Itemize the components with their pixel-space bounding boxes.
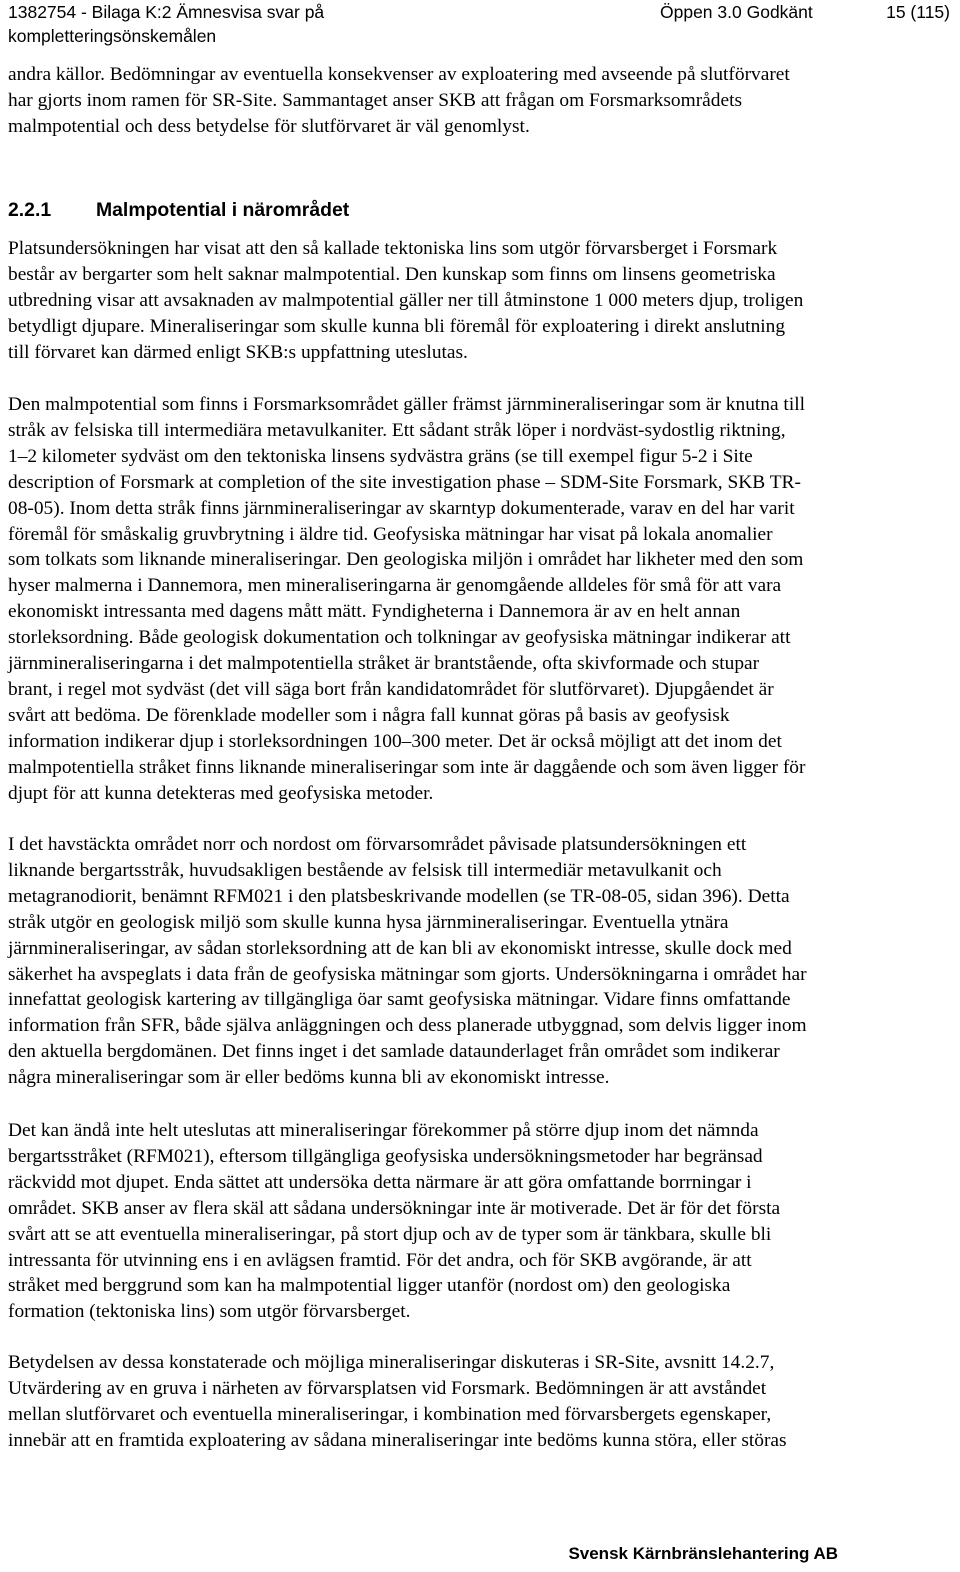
text-line: formation (tektoniska lins) som utgör förvarsberget. [8,1301,411,1323]
text-line: intressanta för utvinning ens i en avlägsen framtid. För det andra, och för SKB avgörande, är att [8,1249,752,1271]
document-id [8,0,324,48]
text-line: metagranodiorit, benämnt RFM021 i den platsbeskrivande modellen (se TR-08-05, sidan 396). Detta [8,885,790,907]
text-line: liknande bergartsstråk, huvudsakligen bestående av felsisk till intermediär metavulkanit och [8,859,722,881]
text-line: Den malmpotential som finns i Forsmarksområdet gäller främst järnmineraliseringar som är knutna till [8,394,805,415]
text-line: den aktuella bergdomänen. Det finns inget i det samlade dataunderlaget från området som indikerar [8,1041,780,1063]
text-line: säkerhet ha avspeglats i data från de geofysiska mätningar som gjorts. Undersökningarna i området har [8,963,807,985]
text-line: 1–2 kilometer sydväst om den tektoniska linsens sydvästra gräns (se till exempel figur 5-2 i Site [8,445,753,467]
text-line: storleksordning. Både geologisk dokumentation och tolkningar av geofysiska mätningar indikerar att [8,627,791,649]
text-line: några mineraliseringar som är eller bedöms kunna bli av ekonomiskt intresse. [8,1067,610,1089]
text-line: stråket med berggrund som kan ha malmpotential ligger utanför (nordost om) den geologiska [8,1275,731,1297]
text-line: djupt för att kunna detekteras med geofysiska metoder. [8,782,434,804]
text-line: har gjorts inom ramen för SR-Site. Sammantaget anser SKB att frågan om Forsmarksområdets [8,89,743,111]
text-line: utbredning visar att avsaknaden av malmpotential gäller ner till åtminstone 1 000 meters djup, troligen [8,289,804,311]
document-status: Öppen 3.0 Godkänt [660,2,813,22]
text-line: som tolkats som liknande mineraliseringar. Den geologiska miljön i området har likheter med den som [8,549,804,571]
text-line: information indikerar djup i storleksordningen 100–300 meter. Det är också möjligt att det inom det [8,730,782,752]
paragraph-5 [8,1350,952,1454]
text-line: innebär att en framtida exploatering av sådana mineraliseringar inte bedöms kunna störa, eller störas [8,1429,787,1451]
text-line: svårt att se att eventuella mineraliseringar, på stort djup och av de typer som är tänkbara, skulle bli [8,1223,772,1245]
text-line: stråk utgör en geologisk miljö som skulle kunna hysa järnmineraliseringar. Eventuella ytnära [8,911,729,933]
paragraph-1 [8,236,952,366]
text-line: hyser malmerna i Dannemora, men mineraliseringarna är genomgående alldeles för små för att vara [8,575,782,597]
section-heading [8,197,349,223]
text-line: malmpotential och dess betydelse för slutförvaret är väl genomlyst. [8,115,530,137]
text-line: Betydelsen av dessa konstaterade och möjliga mineraliseringar diskuteras i SR-Site, avsnitt 14.2.7, [8,1352,775,1373]
text-line: brant, i regel mot sydväst (det vill säga bort från kandidatområdet för slutförvaret). Djupgåendet är [8,678,774,700]
page-header [8,0,952,48]
document-id-line-1: 1382754 - Bilaga K:2 Ämnesvisa svar på [8,2,325,22]
text-line: järnmineraliseringar, av sådan storleksordning att de kan bli av ekonomiskt intresse, skulle dock med [8,937,792,959]
text-line: andra källor. Bedömningar av eventuella konsekvenser av exploatering med avseende på slutförvaret [8,64,790,85]
section-number: 2.2.1 [8,199,52,221]
text-line: I det havstäckta området norr och nordost om förvarsområdet påvisade platsundersökningen ett [8,834,747,855]
text-line: 08-05). Inom detta stråk finns järnmineraliseringar av skarntyp dokumenterade, varav en del har varit [8,497,795,519]
text-line: description of Forsmark at completion of the site investigation phase – SDM-Site Forsmark, SKB TR- [8,471,801,493]
text-line: betydligt djupare. Mineraliseringar som skulle kunna bli föremål för exploatering i direkt anslutning [8,315,786,337]
company-footer: Svensk Kärnbränslehantering AB [568,1544,838,1563]
document-id-line-2: kompletteringsönskemålen [8,26,217,46]
text-line: stråk av felsiska till intermediära metavulkaniter. Ett sådant stråk löper i nordväst-sydostlig riktning, [8,419,786,441]
text-line: området. SKB anser av flera skäl att sådana undersökningar inte är motiverade. Det är för det första [8,1197,781,1219]
paragraph-2 [8,392,952,807]
text-line: räckvidd mot djupet. Enda sättet att undersöka detta närmare är att göra omfattande borrningar i [8,1171,752,1193]
page-number: 15 (115) [886,2,950,22]
text-line: till förvaret kan därmed enligt SKB:s uppfattning uteslutas. [8,341,468,363]
text-line: Det kan ändå inte helt uteslutas att mineraliseringar förekommer på större djup inom det nämnda [8,1120,759,1141]
text-line: ekonomiskt intressanta med dagens mått mätt. Fyndigheterna i Dannemora är av en helt annan [8,601,741,623]
text-line: järnmineraliseringarna i det malmpotentiella stråket är brantstående, ofta skivformade och stupar [8,653,760,675]
text-line: föremål för småskalig gruvbrytning i äldre tid. Geofysiska mätningar har visat på lokala anomalier [8,523,773,545]
text-line: information från SFR, både själva anläggningen och dess planerade utbyggnad, som delvis ligger inom [8,1015,807,1037]
text-line: malmpotentiella stråket finns liknande mineraliseringar som inte är daggående och som även ligger för [8,756,806,778]
text-line: svårt att bedöma. De förenklade modeller som i några fall kunnat göras på basis av geofysisk [8,704,730,726]
text-line: Utvärdering av en gruva i närheten av förvarsplatsen vid Forsmark. Bedömningen är att avståndet [8,1377,767,1399]
text-line: mellan slutförvaret och eventuella mineraliseringar, i kombination med förvarsbergets egenskaper, [8,1403,772,1425]
paragraph-3 [8,832,952,1091]
intro-paragraph [8,62,952,140]
text-line: innefattat geologisk kartering av tillgängliga öar samt geofysiska mätningar. Vidare finns omfattande [8,989,791,1011]
paragraph-4 [8,1118,952,1325]
text-line: bergartsstråket (RFM021), eftersom tillgängliga geofysiska undersökningsmetoder har begränsad [8,1145,763,1167]
text-line: Platsundersökningen har visat att den så kallade tektoniska lins som utgör förvarsberget i Forsmark [8,238,778,259]
section-title: Malmpotential i närområdet [96,199,350,221]
text-line: består av bergarter som helt saknar malmpotential. Den kunskap som finns om linsens geometriska [8,263,776,285]
